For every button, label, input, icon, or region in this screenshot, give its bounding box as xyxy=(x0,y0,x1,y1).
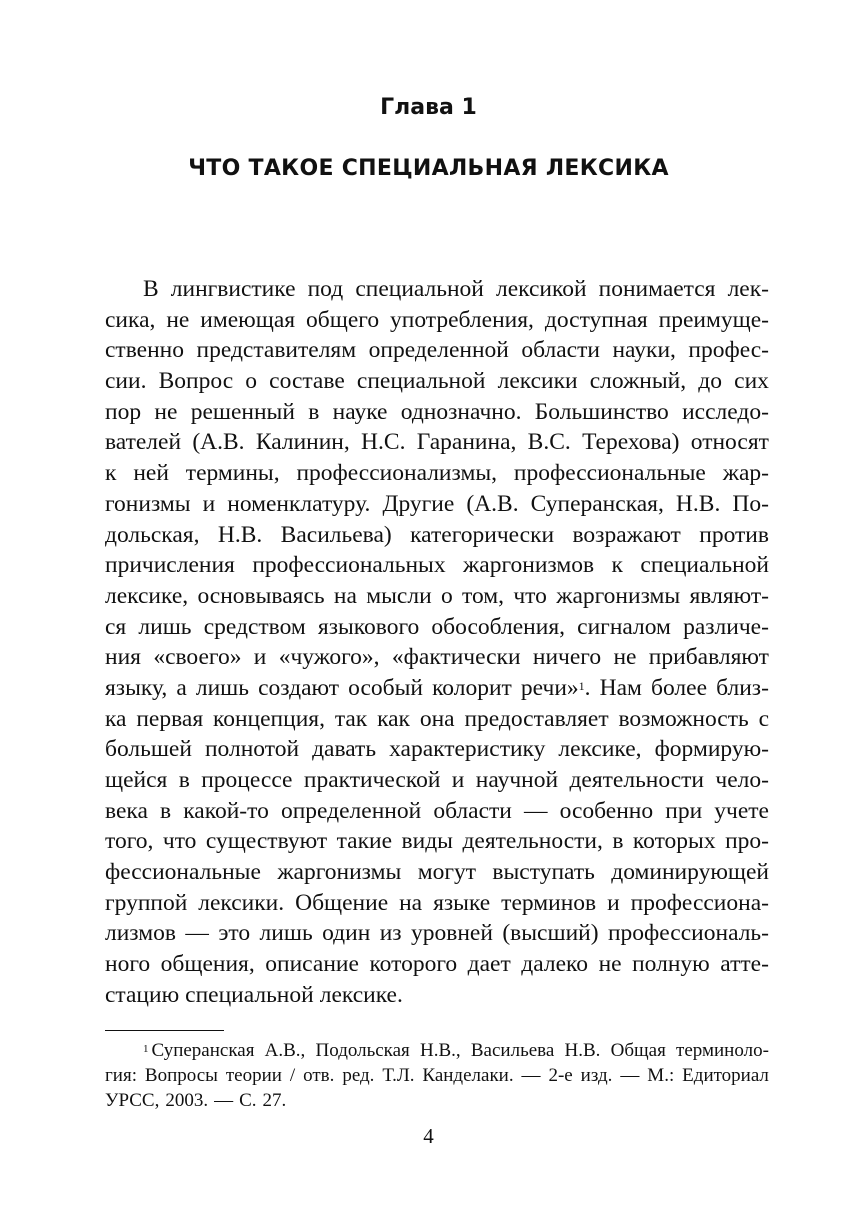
word: на xyxy=(333,582,357,609)
word: средством xyxy=(203,613,306,640)
word: том, xyxy=(462,582,505,609)
text-line xyxy=(105,642,769,673)
word: ственно xyxy=(105,337,184,364)
word: и xyxy=(451,767,465,793)
word: до xyxy=(698,368,722,395)
word: прибавляют xyxy=(648,644,769,671)
word: изд. xyxy=(580,1065,613,1086)
word: дольская, xyxy=(105,521,200,548)
word: ред. xyxy=(342,1065,375,1086)
text-line xyxy=(105,857,769,888)
word: лексике. xyxy=(319,981,403,1008)
text-line xyxy=(105,550,769,581)
word: жаргонизмы xyxy=(556,582,681,609)
word: века xyxy=(105,797,148,824)
word: с xyxy=(758,705,769,732)
text-line xyxy=(105,796,769,827)
word: формирую- xyxy=(654,736,769,763)
text-line xyxy=(105,581,769,612)
word: которых xyxy=(632,828,716,855)
word: имеющая xyxy=(200,306,296,333)
word: различе- xyxy=(683,613,769,640)
footnote-marker: 1 xyxy=(143,1043,149,1055)
word: и xyxy=(202,490,216,517)
word: языку, xyxy=(105,674,168,701)
text-line xyxy=(105,612,769,643)
word: В xyxy=(143,276,159,302)
word: что xyxy=(513,582,547,609)
word: лексикой xyxy=(495,276,587,302)
word: доминирующей xyxy=(611,859,769,886)
word: являют- xyxy=(689,582,769,609)
word: предоставляет xyxy=(464,705,609,732)
word: специальной xyxy=(355,276,484,302)
word: могут xyxy=(417,859,476,886)
word: лишь xyxy=(195,674,249,701)
word: описание xyxy=(265,951,359,978)
word: Н.В. xyxy=(675,490,721,517)
word: лексики. xyxy=(198,889,285,916)
word: Вопросы xyxy=(144,1065,218,1086)
word: Общение xyxy=(295,889,389,916)
text-line xyxy=(105,888,769,919)
word: определенной xyxy=(280,797,422,824)
text-line xyxy=(105,704,769,735)
word: специальной xyxy=(185,981,314,1008)
text-line xyxy=(105,734,769,765)
word: полнотой xyxy=(204,736,300,763)
word: определенной xyxy=(368,337,509,364)
word: щейся xyxy=(105,767,168,793)
word: решенный xyxy=(190,398,295,425)
word: термины, xyxy=(185,460,280,487)
word: (высший) xyxy=(502,920,599,947)
word: — xyxy=(214,1090,234,1111)
word: полную xyxy=(632,951,710,978)
word: жар- xyxy=(722,460,769,487)
word: практической xyxy=(303,767,441,793)
word: «чужого», xyxy=(278,644,380,671)
word: языкового xyxy=(317,613,420,640)
word: Общая xyxy=(610,1040,666,1061)
word: С. xyxy=(239,1090,257,1111)
word: общения, xyxy=(160,951,255,978)
word: «фактически xyxy=(391,644,521,671)
footnote xyxy=(105,1038,769,1113)
footnote-reference[interactable]: 1 xyxy=(578,678,585,693)
word: возможность xyxy=(618,705,749,732)
footnote-line xyxy=(105,1038,769,1063)
word: из xyxy=(379,920,402,947)
word: преимуще- xyxy=(658,306,769,333)
text-line xyxy=(105,305,769,336)
word: уровней xyxy=(410,920,493,947)
word: основываясь xyxy=(197,582,325,609)
footnote-line xyxy=(105,1063,769,1088)
word: так xyxy=(334,705,368,732)
word: составе xyxy=(269,368,345,395)
word: науке xyxy=(332,398,388,425)
text-line xyxy=(105,949,769,980)
word: жаргонизмов xyxy=(463,552,595,579)
text-line xyxy=(105,335,769,366)
word: терминов xyxy=(501,889,597,916)
word: Большинство xyxy=(534,398,669,425)
word: концепция, xyxy=(212,705,325,732)
word: лексике, xyxy=(558,736,642,763)
word: сигналом xyxy=(577,613,671,640)
word: доступная xyxy=(544,306,648,333)
word: характеристику xyxy=(389,736,546,763)
word: Канделаки. xyxy=(422,1065,514,1086)
word: первая xyxy=(136,705,204,732)
word: Н.В. xyxy=(564,1040,601,1061)
word: УРСС, xyxy=(105,1090,160,1111)
word: вателей xyxy=(105,429,182,456)
word: фессиональные xyxy=(105,859,261,886)
word: / xyxy=(289,1065,296,1086)
word: отв. xyxy=(303,1065,335,1086)
word: профессиональные xyxy=(513,460,706,487)
word: лишь xyxy=(259,920,313,947)
word: ся xyxy=(105,613,127,640)
word: лексики xyxy=(497,368,578,395)
word: лизмов xyxy=(105,920,176,947)
word: По- xyxy=(732,490,769,517)
text-line xyxy=(105,980,769,1011)
footnote-first-word xyxy=(143,1038,254,1063)
word: Н.С. xyxy=(361,429,406,456)
word: это xyxy=(218,920,251,947)
word: в xyxy=(612,828,624,855)
word: на xyxy=(399,889,423,916)
word: 27. xyxy=(262,1090,287,1111)
word: Калинин, xyxy=(255,429,350,456)
word: при xyxy=(665,797,703,824)
text-line xyxy=(105,826,769,857)
word: Т.Л. xyxy=(382,1065,415,1086)
word: — xyxy=(524,797,548,824)
word: научной xyxy=(475,767,559,793)
word: лек- xyxy=(727,276,769,302)
word: жаргонизмы xyxy=(277,859,402,886)
word: сложный, xyxy=(589,368,687,395)
chapter-label: Глава 1 xyxy=(380,95,477,120)
word: один xyxy=(322,920,371,947)
word: В.С. xyxy=(527,429,571,456)
word: ней xyxy=(133,460,169,487)
word: Терехова) xyxy=(582,429,680,456)
word: профессиональных xyxy=(252,552,446,579)
word: номенклатуру. xyxy=(227,490,371,517)
word: какой-то xyxy=(183,797,269,824)
word: мысли xyxy=(366,582,432,609)
word: она xyxy=(419,705,455,732)
word: специальной xyxy=(640,552,769,579)
footnote-line xyxy=(105,1088,769,1113)
word: профессиональ- xyxy=(607,920,769,947)
word: Н.В. xyxy=(217,521,263,548)
text-line xyxy=(105,520,769,551)
word: Гаранина, xyxy=(416,429,517,456)
word-with-footnote: речи»$^1$. xyxy=(520,674,591,701)
word: лексике, xyxy=(105,582,189,609)
word: которого xyxy=(369,951,458,978)
body-paragraph xyxy=(105,274,769,1011)
word: науки, xyxy=(612,337,676,364)
word: ния xyxy=(105,644,141,671)
word: а xyxy=(176,674,187,701)
word: существуют xyxy=(205,828,328,855)
word: сика, xyxy=(105,306,156,333)
word: пор xyxy=(105,398,142,425)
word: давать xyxy=(312,736,377,763)
word: языке xyxy=(433,889,491,916)
word: относят xyxy=(690,429,769,456)
word: «своего» xyxy=(153,644,242,671)
word: про- xyxy=(725,828,769,855)
word: Суперанская xyxy=(151,1040,255,1061)
word: не xyxy=(613,644,637,671)
word: в xyxy=(308,398,320,425)
word: причисления xyxy=(105,552,235,579)
footnote-divider xyxy=(105,1030,224,1031)
word: представителям xyxy=(196,337,357,364)
word: не xyxy=(598,951,622,978)
word: лингвистике xyxy=(170,276,296,302)
word: Н.В., xyxy=(420,1040,461,1061)
word: о xyxy=(440,582,453,609)
word: группой xyxy=(105,889,188,916)
word: далеко xyxy=(521,951,589,978)
word: особенно xyxy=(559,797,654,824)
word: общего xyxy=(306,306,380,333)
word: — xyxy=(521,1065,541,1086)
text-line xyxy=(105,397,769,428)
word: чело- xyxy=(715,767,769,793)
word: в xyxy=(178,767,190,793)
word: деятельности, xyxy=(462,828,603,855)
text-line xyxy=(105,918,769,949)
word: под xyxy=(307,276,344,302)
word: Едиториал xyxy=(682,1065,769,1086)
chapter-title: ЧТО ТАКОЕ СПЕЦИАЛЬНАЯ ЛЕКСИКА xyxy=(188,156,669,181)
word: того, xyxy=(105,828,154,855)
word: деятельности xyxy=(569,767,704,793)
word: стацию xyxy=(105,981,180,1008)
word: возражают xyxy=(572,521,681,548)
text-line xyxy=(105,489,769,520)
text-line xyxy=(105,673,769,704)
word: близ- xyxy=(716,674,769,701)
word: профессионализмы, xyxy=(296,460,497,487)
word: области xyxy=(521,337,600,364)
word: создают xyxy=(258,674,340,701)
word: Вопрос xyxy=(158,368,234,395)
text-line xyxy=(105,458,769,489)
word: специальной xyxy=(356,368,486,395)
text-line xyxy=(105,427,769,458)
word: (А.В. xyxy=(192,429,245,456)
word: однозначно. xyxy=(400,398,522,425)
word: 2-е xyxy=(548,1065,573,1086)
word: Другие xyxy=(382,490,455,517)
word: теории xyxy=(225,1065,282,1086)
word: Нам xyxy=(599,674,642,701)
word: гонизмы xyxy=(105,490,191,517)
word: и xyxy=(607,889,620,916)
word: не xyxy=(154,398,178,425)
word: не xyxy=(166,306,190,333)
word: Васильева xyxy=(470,1040,555,1061)
word: к xyxy=(105,460,117,487)
text-line xyxy=(105,366,769,397)
word: — xyxy=(620,1065,640,1086)
text-line xyxy=(105,765,769,796)
word: речи» xyxy=(520,674,579,701)
word: терминоло- xyxy=(676,1040,769,1061)
word: процессе xyxy=(201,767,293,793)
word: особый xyxy=(348,674,423,701)
word: ничего xyxy=(532,644,602,671)
word: и xyxy=(253,644,267,671)
word: выступать xyxy=(492,859,595,886)
word: (А.В. xyxy=(466,490,519,517)
word: обособления, xyxy=(431,613,566,640)
word: в xyxy=(160,797,172,824)
word: профессиона- xyxy=(630,889,769,916)
word: аттe- xyxy=(720,951,769,978)
word: лишь xyxy=(138,613,192,640)
page-number: 4 xyxy=(423,1124,434,1148)
word: против xyxy=(699,521,769,548)
word: более xyxy=(651,674,708,701)
word: области xyxy=(433,797,512,824)
word: Подольская xyxy=(315,1040,410,1061)
word: большей xyxy=(105,736,192,763)
word: ного xyxy=(105,951,151,978)
word: как xyxy=(377,705,410,732)
text-line xyxy=(105,274,769,305)
word: М.: xyxy=(647,1065,675,1086)
word: учете xyxy=(714,797,769,824)
word: что xyxy=(162,828,197,855)
word: категорически xyxy=(410,521,555,548)
word: Васильева) xyxy=(280,521,392,548)
word: такие xyxy=(336,828,393,855)
word: виды xyxy=(401,828,453,855)
word: сих xyxy=(734,368,769,395)
word: колорит xyxy=(432,674,512,701)
word: гия: xyxy=(105,1065,137,1086)
word: А.В., xyxy=(264,1040,306,1061)
word: профес- xyxy=(688,337,769,364)
word: — xyxy=(185,920,209,947)
word: Суперанская, xyxy=(530,490,664,517)
word: к xyxy=(611,552,623,579)
word: ка xyxy=(105,705,127,732)
word: сии. xyxy=(105,368,147,395)
word: 2003. xyxy=(165,1090,209,1111)
word: дает xyxy=(467,951,511,978)
word: понимается xyxy=(598,276,716,302)
word: употребления, xyxy=(390,306,534,333)
word: о xyxy=(245,368,258,395)
word: исследо- xyxy=(682,398,769,425)
